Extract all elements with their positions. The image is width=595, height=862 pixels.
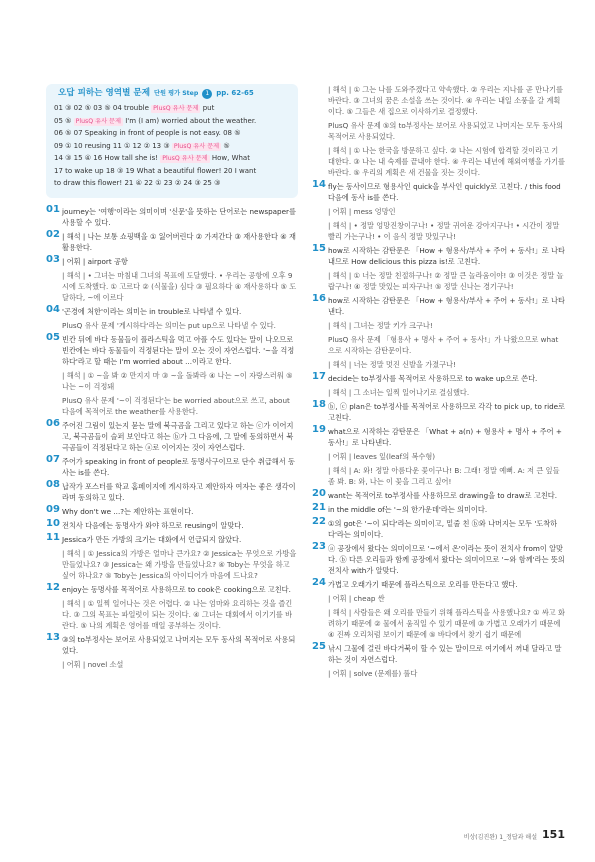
answer-item <box>46 370 298 392</box>
answer-item <box>46 634 298 656</box>
item-text: how로 시작하는 감탄문은 「How + 형용사/부사 + 주어 + 동사!」로 나타내므로 How delicious this pizza is!로 고친다. <box>328 246 565 266</box>
item-text: | 어휘 | solve (문제를) 풀다 <box>328 669 418 678</box>
item-text: decide는 to부정사를 목적어로 사용하므로 to wake up으로 쓴다. <box>328 374 538 383</box>
item-text: | 해석 | A: 와! 정말 아름다운 꽃이구나! B: 그래! 정말 예뻐. A: 저 큰 잎들 좀 봐. B: 와, 나는 이 꽃을 그리고 싶어! <box>328 466 560 486</box>
answer-item <box>46 548 298 581</box>
answer-item <box>312 490 565 501</box>
answer-item <box>312 270 565 292</box>
answer-item <box>46 334 298 367</box>
answer-line: 17 to wake up 18 ③ 19 What a beautiful flower! 20 I want <box>54 166 257 175</box>
plusq-tag: PlusQ 유사 문제 <box>162 155 208 162</box>
answer-item <box>312 579 565 590</box>
item-number: 07 <box>46 454 60 465</box>
item-text: enjoy는 동명사를 목적어로 사용하므로 to cook은 cooking으로 고친다. <box>62 585 291 594</box>
item-number: 03 <box>46 254 60 265</box>
answer-line: 05 ⑤ PlusQ 유사 문제 I'm (I am) worried about the weather. <box>54 116 257 125</box>
answer-item <box>312 120 565 142</box>
item-text: PlusQ 유사 문제 「형용사 + 명사 + 주어 + 동사!」가 나왔으므로 what으로 시작하는 감탄문이다. <box>328 335 559 355</box>
step-number: 1 <box>202 89 212 99</box>
item-number: 12 <box>46 582 60 593</box>
answer-item <box>312 220 565 242</box>
item-text: | 해석 | 그 소녀는 일찍 일어나기로 결심했다. <box>328 388 470 397</box>
plusq-tag: PlusQ 유사 문제 <box>173 142 220 150</box>
item-text: ①의 got은 '~이 되다'라는 의미이고, 밑줄 친 ⓑ와 나머지는 모두 '도착하다'라는 의미이다. <box>328 519 558 539</box>
plusq-tag: PlusQ 유사 문제 <box>153 105 199 112</box>
answer-item <box>312 181 565 203</box>
item-text: PlusQ 유사 문제 ⑤의 to부정사는 보어로 사용되었고 나머지는 모두 동사의 목적어로 사용되었다. <box>328 121 564 141</box>
answer-item <box>46 659 298 670</box>
item-number: 23 <box>312 541 326 552</box>
item-number: 17 <box>312 371 326 382</box>
answer-item <box>312 401 565 423</box>
item-number: 06 <box>46 418 60 429</box>
item-text: ③의 to부정사는 보어로 사용되었고 나머지는 모두 동사의 목적어로 사용되었다. <box>62 635 296 655</box>
answer-item <box>312 145 565 178</box>
item-number: 15 <box>312 243 326 254</box>
answer-item <box>46 456 298 478</box>
item-text: | 어휘 | novel 소설 <box>62 660 124 669</box>
item-text: | 해석 | ① 나는 한국을 방문하고 싶다. ② 나는 시험에 합격할 것이라고 기대한다. ③ 나는 내 숙제를 끝내야 한다. ④ 우리는 내년에 해외여행을 가기를 바란다. ⑤ 우리의 계획은 새 건물을 짓는 것이다. <box>328 146 565 177</box>
item-number: 21 <box>312 502 326 513</box>
item-number: 11 <box>46 532 60 543</box>
item-text: 납작가 포스터를 학교 홈페이지에 게시하자고 제안하자 여자는 좋은 생각이라며 동의하고 있다. <box>62 482 296 502</box>
answer-item <box>46 420 298 453</box>
answer-item <box>46 506 298 517</box>
item-text: PlusQ 유사 문제 '게시하다'라는 의미는 put up으로 나타낼 수 있다. <box>62 321 276 330</box>
item-text: | 해석 | ① 일찍 일어나는 것은 어렵다. ② 나는 엄마와 요리하는 것을 즐긴다. ③ 그의 목표는 파일럿이 되는 것이다. ④ 그녀는 대회에서 이기기를 바란다. ⑤ 나의 계획은 영어를 매일 공부하는 것이다. <box>62 599 293 630</box>
item-number: 05 <box>46 332 60 343</box>
item-number: 01 <box>46 204 60 215</box>
item-text: 주어진 그림이 있는지 묻는 말에 북극곰을 그리고 있다고 하는 ⓒ가 이어지고, 북극곰들이 슬퍼 보인다고 하는 ⓑ가 그 다음에, 그 말에 동의하면서 북극곰들이 걱정된다고 하는 ⓐ로 이어지는 것이 자연스럽다. <box>62 421 294 452</box>
item-text: | 해석 | ① ~을 봐 ② 만지지 마 ③ ~을 돌봐라 ④ 나는 ~이 자랑스러워 ⑤ 나는 ~이 걱정돼 <box>62 371 293 391</box>
item-number: 10 <box>46 518 60 529</box>
answer-item <box>46 306 298 317</box>
title-prefix: 오답 피하는 <box>58 88 103 98</box>
item-number: 08 <box>46 479 60 490</box>
answer-item <box>312 320 565 331</box>
item-text: | 해석 | 너는 정말 멋진 신발을 가졌구나! <box>328 360 456 369</box>
item-text: | 해석 | ① 너는 정말 친절하구나! ② 정말 큰 놀라움이야! ③ 이것은 정말 놀랍구나! ④ 정말 맛있는 피자구나! ⑤ 정말 신나는 경기구나! <box>328 271 564 291</box>
answer-item <box>46 320 298 331</box>
answer-item <box>46 256 298 267</box>
item-text: | 어휘 | mess 엉망인 <box>328 207 396 216</box>
item-number: 16 <box>312 293 326 304</box>
item-text: Why don't we ...?는 제안하는 표현이다. <box>62 507 194 516</box>
answer-item <box>312 373 565 384</box>
section-title <box>58 88 254 99</box>
item-text: 가볍고 오래가기 때문에 플라스틱으로 오리를 만든다고 했다. <box>328 580 518 589</box>
answer-item <box>46 231 298 253</box>
item-text: Jessica가 만든 가방의 크기는 대화에서 언급되지 않았다. <box>62 535 242 544</box>
answer-item <box>312 206 565 217</box>
answer-item <box>312 359 565 370</box>
answer-line: 01 ③ 02 ⑤ 03 ⑤ 04 trouble PlusQ 유사 문제 put <box>54 104 215 112</box>
step-label: 단원 평가 Step <box>154 90 199 97</box>
item-text: how로 시작하는 감탄문은 「How + 형용사/부사 + 주어 + 동사!」로 나타낸다. <box>328 296 565 316</box>
answer-item <box>312 245 565 267</box>
answer-item <box>46 584 298 595</box>
answer-item <box>46 206 298 228</box>
item-number: 09 <box>46 504 60 515</box>
item-text: PlusQ 유사 문제 '~이 걱정된다'는 be worried about으로 쓰고, about 다음에 목적어로 the weather를 사용한다. <box>62 396 290 416</box>
answer-item <box>312 643 565 665</box>
item-number: 14 <box>312 179 326 190</box>
item-text: '곤경에 처한'이라는 의미는 in trouble로 나타낼 수 있다. <box>62 307 242 316</box>
answer-item <box>312 518 565 540</box>
answer-item <box>312 593 565 604</box>
answer-item <box>312 387 565 398</box>
answer-item <box>46 598 298 631</box>
item-number: 20 <box>312 488 326 499</box>
answer-item <box>312 607 565 640</box>
page-range: pp. 62-65 <box>216 89 254 97</box>
item-number: 02 <box>46 229 60 240</box>
item-text: | 해석 | 그녀는 정말 키가 크구나! <box>328 321 433 330</box>
item-number: 04 <box>46 304 60 315</box>
item-text: ⓑ, ⓒ plan은 to부정사를 목적어로 사용하므로 각각 to pick up, to ride로 고친다. <box>328 402 566 422</box>
answer-item <box>312 668 565 679</box>
item-text: ⓐ 공장에서 왔다는 의미이므로 '~에서 온'이라는 뜻이 전치사 from이 알맞다. ⓑ 다른 오리들과 함께 공장에서 왔다는 의미이므로 '~와 함께'라는 뜻의 전치사 with가 알맞다. <box>328 544 565 575</box>
item-number: 25 <box>312 641 326 652</box>
answer-item <box>46 395 298 417</box>
item-text: what으로 시작하는 감탄문은 「What + a(n) + 형용사 + 명사 + 주어 + 동사!」로 나타낸다. <box>328 427 562 447</box>
item-text: fly는 동사이므로 형용사인 quick을 부사인 quickly로 고친다. / this food 다음에 동사 is를 쓴다. <box>328 182 561 202</box>
item-text: | 어휘 | airport 공항 <box>62 257 128 266</box>
item-text: | 해석 | • 정말 엉망진창이구나! • 정말 귀여운 강아지구나! • 시간이 정말 빨리 가는구나! • 이 음식 정말 맛있구나! <box>328 221 560 241</box>
item-text: 전치사 다음에는 동명사가 와야 하므로 reusing이 알맞다. <box>62 521 244 530</box>
item-text: | 해석 | ① 그는 나를 도와주겠다고 약속했다. ② 우리는 지나를 곧 만나기를 바란다. ③ 그녀의 꿈은 소설을 쓰는 것이다. ④ 우리는 내일 소풍을 갈 계획이다. ⑤ 그들은 새 집으로 이사하기로 결정했다. <box>328 85 563 116</box>
footer-text: 비상(김진완) 1_정답과 해설 <box>463 834 537 841</box>
item-text: | 해석 | ① Jessica의 가방은 얼마나 큰가요? ② Jessica는 무엇으로 가방을 만들었나요? ③ Jessica는 왜 가방을 만들었나요? ④ Toby는 무엇을 하고 싶어 하나요? ⑤ Toby는 Jessica의 아이디어가 마음에 드나요? <box>62 549 297 580</box>
answer-line: 06 ⑤ 07 Speaking in front of people is not easy. 08 ⑤ <box>54 129 241 137</box>
answer-item <box>46 270 298 303</box>
item-text: | 해석 | 나는 보통 쇼핑백을 ① 잃어버린다 ② 가져간다 ③ 재사용한다 ④ 재활용한다. <box>62 232 296 252</box>
item-text: want는 목적어로 to부정사를 사용하므로 drawing을 to draw로 고친다. <box>328 491 558 500</box>
item-text: 빈칸 뒤에 바다 동물들이 플라스틱을 먹고 아플 수도 있다는 말이 나오므로 빈칸에는 바다 동물들이 걱정된다는 말이 오는 것이 자연스럽다. '~을 걱정하다'라고 할 때는 I'm worried about ...이라고 한다. <box>62 335 295 366</box>
answer-item <box>312 543 565 576</box>
item-text: journey는 '여행'이라는 의미이며 '신문'을 뜻하는 단어로는 newspaper를 사용할 수 있다. <box>62 207 296 227</box>
item-text: 낚시 그물에 걸린 바다거북이 할 수 있는 말이므로 여기에서 꺼내 달라고 말하는 것이 자연스럽다. <box>328 644 562 664</box>
page-number: 151 <box>542 828 565 841</box>
item-text: | 해석 | 사람들은 왜 오리를 만들기 위해 플라스틱을 사용했나요? ① 싸고 화려하기 때문에 ② 물에서 움직일 수 있기 때문에 ③ 가볍고 오래가기 때문에 ④ 진짜 오리처럼 보이기 때문에 ⑤ 바다에서 찾기 쉽기 때문에 <box>328 608 565 639</box>
answer-item <box>312 334 565 356</box>
item-text: | 어휘 | leaves 잎(leaf의 복수형) <box>328 452 436 461</box>
answer-item <box>46 481 298 503</box>
answer-item <box>312 426 565 448</box>
answer-list <box>54 102 294 190</box>
right-column <box>312 84 565 682</box>
answer-line: to draw this flower! 21 ④ 22 ① 23 ② 24 ③ 25 ③ <box>54 179 221 187</box>
answer-item <box>312 84 565 117</box>
item-number: 13 <box>46 632 60 643</box>
item-number: 19 <box>312 424 326 435</box>
item-text: in the middle of는 '~의 한가운데'라는 의미이다. <box>328 505 488 514</box>
item-number: 18 <box>312 399 326 410</box>
answer-item <box>312 465 565 487</box>
answer-item <box>312 451 565 462</box>
answer-item <box>46 520 298 531</box>
answer-line: 14 ③ 15 ④ 16 How tall she is! PlusQ 유사 문제 How, What <box>54 154 250 162</box>
answer-item <box>46 534 298 545</box>
item-number: 22 <box>312 516 326 527</box>
plusq-tag: PlusQ 유사 문제 <box>75 117 121 125</box>
title-strong: 영역별 문제 <box>105 88 150 98</box>
item-text: | 해석 | • 그녀는 마침내 그녀의 목표에 도달했다. • 우리는 공항에 오후 9시에 도착했다. ① 고르다 ② (식물을) 심다 ③ 필요하다 ④ 재사용하다 ⑤ 도달하다, ~에 이르다 <box>62 271 297 302</box>
answer-item <box>312 504 565 515</box>
item-text: | 어휘 | cheap 싼 <box>328 594 385 603</box>
item-text: 주어가 speaking in front of people로 동명사구이므로 단수 취급해서 동사는 is를 쓴다. <box>62 457 295 477</box>
answer-item <box>312 295 565 317</box>
item-number: 24 <box>312 577 326 588</box>
left-column <box>46 206 298 673</box>
answer-line: 09 ① 10 reusing 11 ① 12 ② 13 ③ PlusQ 유사 문제 ⑤ <box>54 141 230 150</box>
